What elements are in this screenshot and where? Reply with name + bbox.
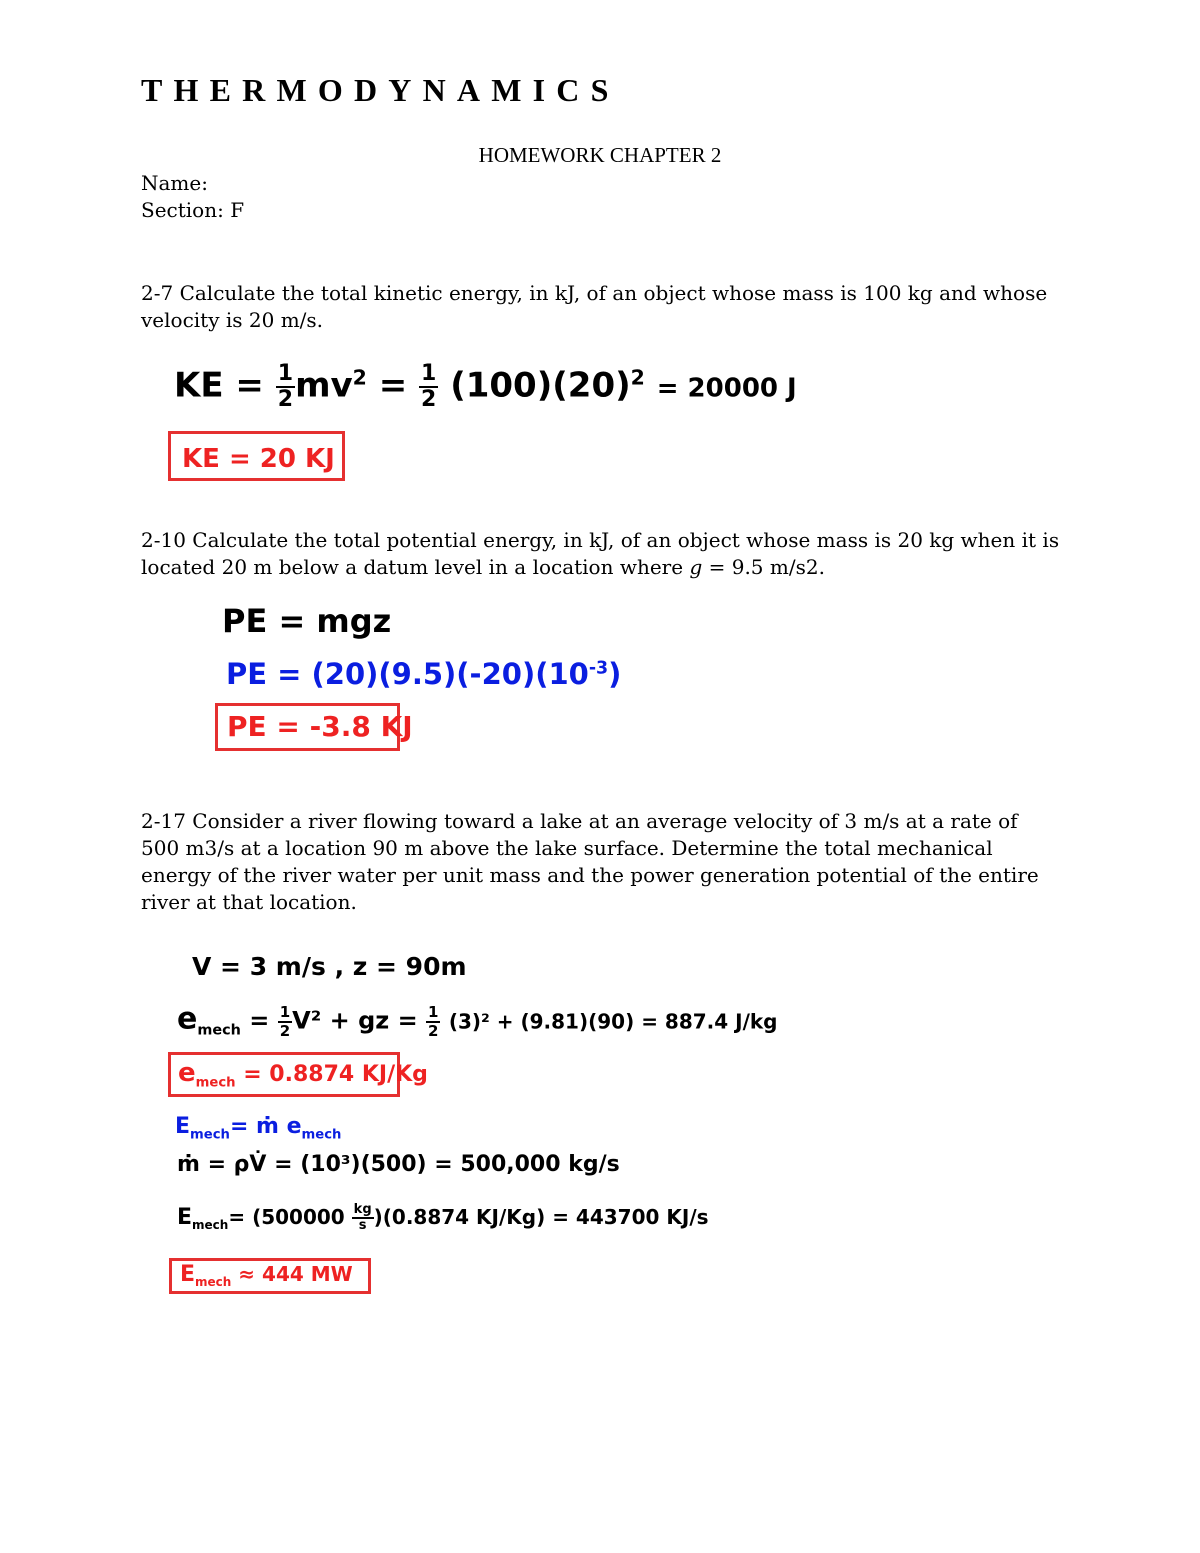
ke-mv: mv	[295, 365, 353, 406]
ke-lhs: KE =	[174, 365, 264, 406]
q210-post: = 9.5 m/s2.	[702, 555, 825, 579]
ke-answer: KE = 20 KJ	[182, 444, 335, 474]
power-ans-E: E	[180, 1262, 196, 1287]
question-2-17: 2-17 Consider a river flowing toward a lake at an average velocity of 3 m/s at a rate of 500 m3/s at a location 90 m above the lake surface. Determine the total mechanical energy of the river water per unit mass and the power generation potential of the entire river at that location.	[141, 809, 1039, 914]
emech-e: e	[177, 1001, 198, 1037]
question-2-10	[141, 527, 1061, 581]
ke-square: 2	[352, 365, 367, 390]
emech-ans-sub: mech	[195, 1075, 236, 1091]
ke-work-line	[174, 362, 797, 412]
emech-values: (3)² + (9.81)(90) = 887.4 J/kg	[448, 1009, 778, 1034]
emech-v2: V² + gz =	[292, 1006, 418, 1035]
river-given: V = 3 m/s , z = 90m	[192, 952, 467, 981]
Edef-E: E	[175, 1114, 191, 1139]
emech-formula-line	[177, 1001, 778, 1040]
Emech-definition	[175, 1116, 341, 1142]
Ecalc-kg-per-s	[352, 1203, 374, 1234]
Ecalc-kg: kg	[352, 1203, 374, 1219]
Ecalc-s: s	[358, 1218, 367, 1234]
Ecalc-E: E	[177, 1204, 193, 1230]
emech-eq: =	[249, 1006, 270, 1035]
ke-half-fraction-2	[419, 362, 438, 412]
frac-num-2: 1	[419, 362, 438, 388]
power-answer	[180, 1264, 353, 1288]
pe-sub-pre: PE = (20)(9.5)(-20)(10	[226, 657, 589, 691]
pe-sub-exp: -3	[588, 658, 609, 679]
frac-den: 2	[277, 387, 294, 413]
emech-frac-den-2: 2	[428, 1021, 439, 1040]
ke-result: = 20000 J	[656, 373, 797, 404]
emech-sub: mech	[197, 1022, 241, 1039]
emech-frac-num-2: 1	[428, 1003, 439, 1021]
power-ans-sub: mech	[195, 1275, 232, 1289]
Emech-calc-line	[177, 1203, 709, 1234]
emech-half-1	[278, 1004, 292, 1039]
ke-eq: =	[378, 365, 408, 406]
emech-ans-rest: = 0.8874 KJ/Kg	[243, 1062, 428, 1087]
homework-title: HOMEWORK CHAPTER 2	[478, 143, 722, 167]
frac-den-2: 2	[421, 387, 437, 413]
Edef-rest: = ṁ e	[229, 1114, 302, 1139]
ke-half-fraction	[276, 362, 295, 412]
name-label: Name:	[141, 171, 208, 195]
q210-g: g	[689, 555, 703, 579]
Ecalc-a: = (500000	[228, 1204, 345, 1229]
Ecalc-sub: mech	[192, 1217, 229, 1232]
Edef-sub2: mech	[301, 1127, 342, 1143]
emech-answer	[178, 1060, 428, 1090]
mdot-line: ṁ = ρV̇ = (10³)(500) = 500,000 kg/s	[177, 1152, 620, 1177]
section-label: Section: F	[141, 198, 245, 222]
ke-values: (100)(20)	[450, 365, 631, 406]
emech-frac-num: 1	[279, 1003, 291, 1021]
emech-ans-e: e	[178, 1058, 196, 1088]
Ecalc-b: )(0.8874 KJ/Kg) = 443700 KJ/s	[373, 1204, 709, 1229]
Edef-sub: mech	[190, 1127, 230, 1143]
q210-pre: 2-10 Calculate the total potential energy, in kJ, of an object whose mass is 20 kg when it is located 20 m below a datum level in a location where	[141, 528, 1060, 579]
pe-sub-post: )	[608, 657, 622, 691]
ke-square-2: 2	[630, 365, 645, 390]
question-2-7: 2-7 Calculate the total kinetic energy, in kJ, of an object whose mass is 100 kg and whose velocity is 20 m/s.	[141, 281, 1048, 332]
pe-formula: PE = mgz	[222, 602, 392, 640]
emech-frac-den: 2	[279, 1021, 291, 1040]
power-ans-rest: ≈ 444 MW	[231, 1262, 353, 1286]
pe-substitution	[226, 657, 622, 691]
pe-answer: PE = -3.8 KJ	[227, 710, 413, 743]
emech-half-2	[426, 1004, 440, 1039]
frac-num: 1	[276, 362, 295, 388]
course-title: THERMODYNAMICS	[141, 72, 620, 108]
